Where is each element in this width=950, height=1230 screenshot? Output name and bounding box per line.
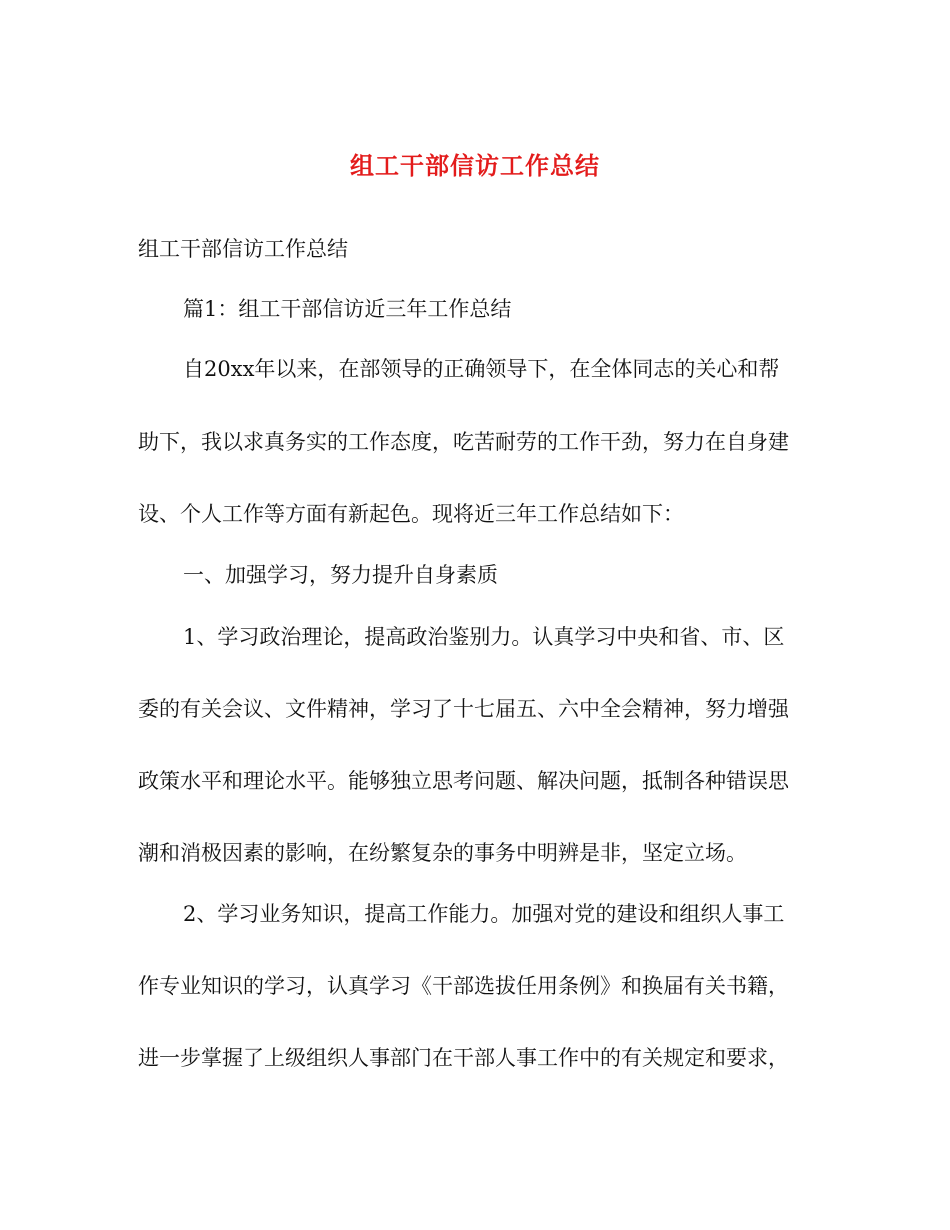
paragraph-line: 2、学习业务知识，提高工作能力。加强对党的建设和组织人事工: [183, 902, 785, 926]
section-heading: 篇1：组工干部信访近三年工作总结: [183, 297, 512, 321]
paragraph-line: 助下，我以求真务实的工作态度，吃苦耐劳的工作干劲，努力在自身建: [138, 430, 789, 454]
paragraph-line: 自20xx年以来，在部领导的正确领导下，在全体同志的关心和帮: [183, 357, 780, 381]
paragraph-line: 1、学习政治理论，提高政治鉴别力。认真学习中央和省、市、区: [183, 625, 785, 649]
document-title: 组工干部信访工作总结: [350, 151, 600, 180]
paragraph-line: 政策水平和理论水平。能够独立思考问题、解决问题，抵制各种错误思: [138, 769, 789, 793]
section-heading: 一、加强学习，努力提升自身素质: [183, 563, 498, 587]
paragraph-line: 进一步掌握了上级组织人事部门在干部人事工作中的有关规定和要求，: [138, 1046, 789, 1070]
paragraph-line: 作专业知识的学习，认真学习《干部选拔任用条例》和换届有关书籍，: [138, 974, 789, 998]
paragraph-line: 委的有关会议、文件精神，学习了十七届五、六中全会精神，努力增强: [138, 697, 789, 721]
paragraph-line: 潮和消极因素的影响，在纷繁复杂的事务中明辨是非，坚定立场。: [138, 841, 747, 865]
paragraph-line: 设、个人工作等方面有新起色。现将近三年工作总结如下：: [138, 502, 684, 526]
subtitle-line: 组工干部信访工作总结: [138, 237, 348, 261]
